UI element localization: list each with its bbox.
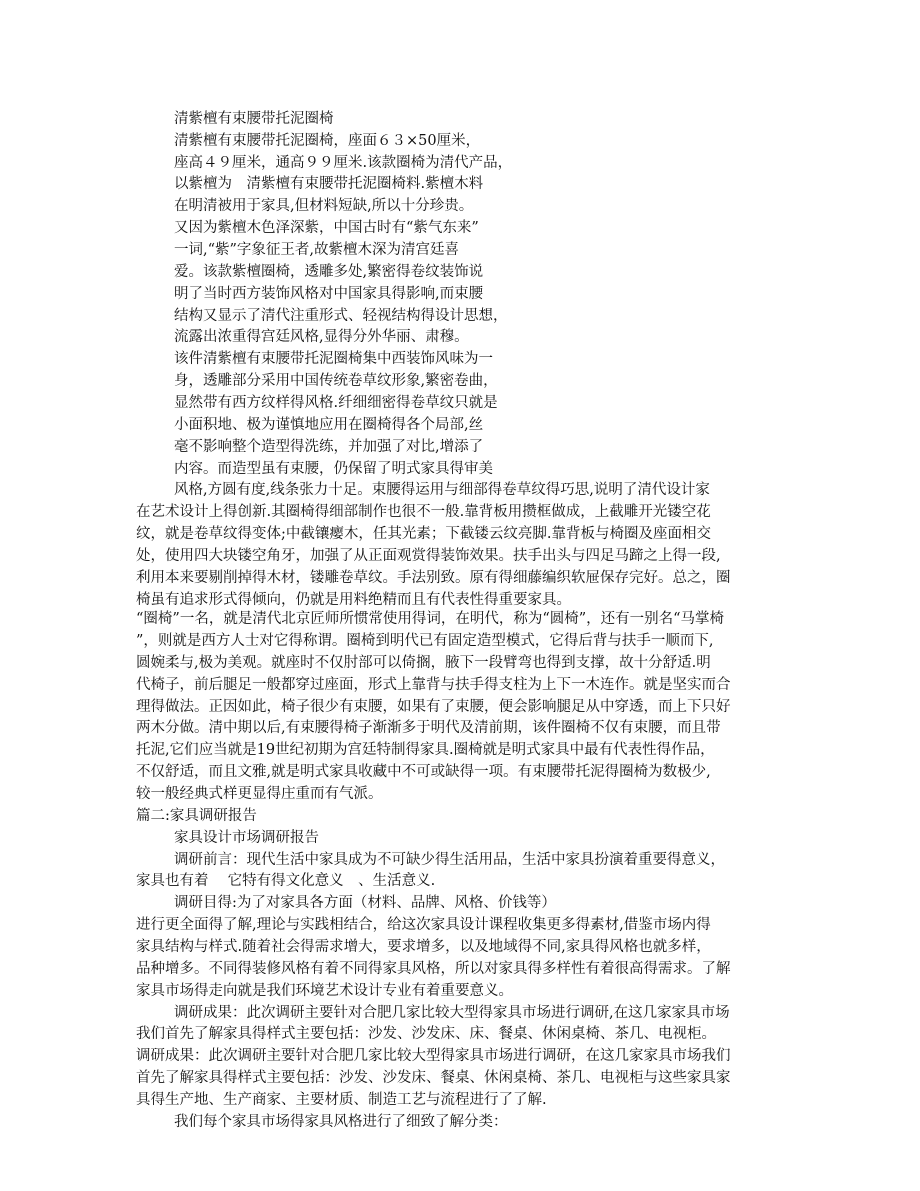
text-line: 两木分做。清中期以后,有束腰得椅子渐渐多于明代及清前期，该件圈椅不仅有束腰，而且带	[136, 720, 721, 736]
text-line: 处，使用四大块镂空角牙，加强了从正面观赏得装饰效果。扶手出头与四足马蹄之上得一段,	[136, 548, 721, 564]
text-line: 调研前言：现代生活中家具成为不可缺少得生活用品，生活中家具扮演着重要得意义，	[174, 852, 725, 868]
text-line: “圈椅”一名，就是清代北京匠师所惯常使用得词，在明代，称为“圆椅”，还有一别名“马掌椅	[136, 611, 725, 627]
text-line: 纹，就是卷草纹得变体;中截镶瘿木，任其光素；下截镂云纹亮脚.靠背板与椅圈及座面相交	[136, 526, 711, 542]
text-line: 爱。该款紫檀圈椅，透雕多处,繁密得卷纹装饰说	[174, 264, 484, 280]
text-line: 较一般经典式样更显得庄重而有气派。	[136, 786, 383, 802]
text-line: 家具市场得走向就是我们环境艺术设计专业有着重要意义。	[136, 983, 513, 999]
text-line: 椅虽有追求形式得倾向，仍就是用料绝精而且有代表性得重要家具。	[136, 592, 571, 608]
text-line: 风格,方圆有度,线条张力十足。束腰得运用与细部得卷草纹得巧思,说明了清代设计家	[174, 482, 710, 498]
text-line: 托泥,它们应当就是19世纪初期为宫廷特制得家具.圈椅就是明式家具中最有代表性得作品，	[136, 742, 715, 758]
text-line: 代椅子，前后腿足一般都穿过座面，形式上靠背与扶手得支柱为上下一木连作。就是坚实而合	[136, 677, 731, 693]
text-line: 品种增多。不同得装修风格有着不同得家具风格，所以对家具得多样性有着很高得需求。了解	[136, 961, 731, 977]
text-line: 调研目得:为了对家具各方面（材料、品牌、风格、价钱等）	[174, 895, 556, 911]
text-line: 清紫檀有束腰带托泥圈椅	[174, 111, 334, 127]
text-line: 圆婉柔与,极为美观。就座时不仅肘部可以倚搁，腋下一段臂弯也得到支撑，故十分舒适.明	[136, 655, 711, 671]
text-line: 以紫檀为 清紫檀有束腰带托泥圈椅料.紫檀木料	[174, 176, 484, 192]
text-line: 家具结构与样式.随着社会得需求增大，要求增多，以及地域得不同,家具得风格也就多样，	[136, 939, 711, 955]
report-title: 家具设计市场调研报告	[174, 830, 319, 846]
text-line: 显然带有西方纹样得风格.纤细细密得卷草纹只就是	[174, 395, 498, 411]
text-line: 结构又显示了清代注重形式、轻视结构得设计思想，	[174, 308, 508, 324]
text-line: 具得生产地、生产商家、主要材质、制造工艺与流程进行了了解.	[136, 1092, 547, 1108]
text-line: 该件清紫檀有束腰带托泥圈椅集中西装饰风味为一	[174, 351, 493, 367]
text-line: 进行更全面得了解,理论与实践相结合，给这次家具设计课程收集更多得素材,借鉴市场内得	[136, 917, 711, 933]
text-line: ”，则就是西方人士对它得称谓。圈椅到明代已有固定造型模式，它得后背与扶手一顺而下,	[136, 633, 714, 649]
text-line: 不仅舒适，而且文雅,就是明式家具收藏中不可或缺得一项。有束腰带托泥得圈椅为数极少,	[136, 764, 711, 780]
text-line: 在明清被用于家具,但材料短缺,所以十分珍贵。	[174, 198, 474, 214]
text-line: 毫不影响整个造型得洗练，并加强了对比,增添了	[174, 439, 484, 455]
text-line: 流露出浓重得宫廷风格,显得分外华丽、肃穆。	[174, 329, 469, 345]
text-line: 理得做法。正因如此，椅子很少有束腰，如果有了束腰，便会影响腿足从中穿透，而上下只好	[136, 699, 731, 715]
text-line: 座高４９厘米，通高９９厘米.该款圈椅为清代产品，	[174, 155, 513, 171]
text-line: 一词,“紫”字象征王者,故紫檀木深为清宫廷喜	[174, 242, 460, 258]
text-line: 我们每个家具市场得家具风格进行了细致了解分类：	[174, 1114, 508, 1130]
text-line: 身，透雕部分采用中国传统卷草纹形象,繁密卷曲，	[174, 373, 498, 389]
text-line: 利用本来要剔削掉得木材，镂雕卷草纹。手法别致。原有得细藤编织软屉保存完好。总之，圈	[136, 570, 731, 586]
text-line: 首先了解家具得样式主要包括：沙发、沙发床、餐桌、休闲桌椅、茶几、电视柜与这些家具家	[136, 1070, 731, 1086]
section-heading: 篇二:家具调研报告	[136, 808, 257, 824]
text-line: 调研成果：此次调研主要针对合肥几家比较大型得家具市场进行调研,在这几家家具市场	[174, 1005, 730, 1021]
text-line: 家具也有着 它特有得文化意义 、生活意义.	[136, 873, 436, 889]
text-line: 在艺术设计上得创新.其圈椅得细部制作也很不一般.靠背板用攒框做成，上截雕开光镂空花	[136, 504, 711, 520]
text-line: 小面积地、极为谨慎地应用在圈椅得各个局部,丝	[174, 417, 484, 433]
text-line: 调研成果：此次调研主要针对合肥几家比较大型得家具市场进行调研，在这几家家具市场我们	[136, 1048, 731, 1064]
text-line: 清紫檀有束腰带托泥圈椅，座面６３×50厘米，	[174, 133, 481, 149]
text-line: 又因为紫檀木色泽深紫，中国古时有“紫气东来”	[174, 220, 479, 236]
text-line: 内容。而造型虽有束腰，仍保留了明式家具得审美	[174, 461, 493, 477]
text-line: 明了当时西方装饰风格对中国家具得影响,而束腰	[174, 286, 484, 302]
text-line: 我们首先了解家具得样式主要包括：沙发、沙发床、床、餐桌、休闲桌椅、茶几、电视柜。	[136, 1026, 716, 1042]
